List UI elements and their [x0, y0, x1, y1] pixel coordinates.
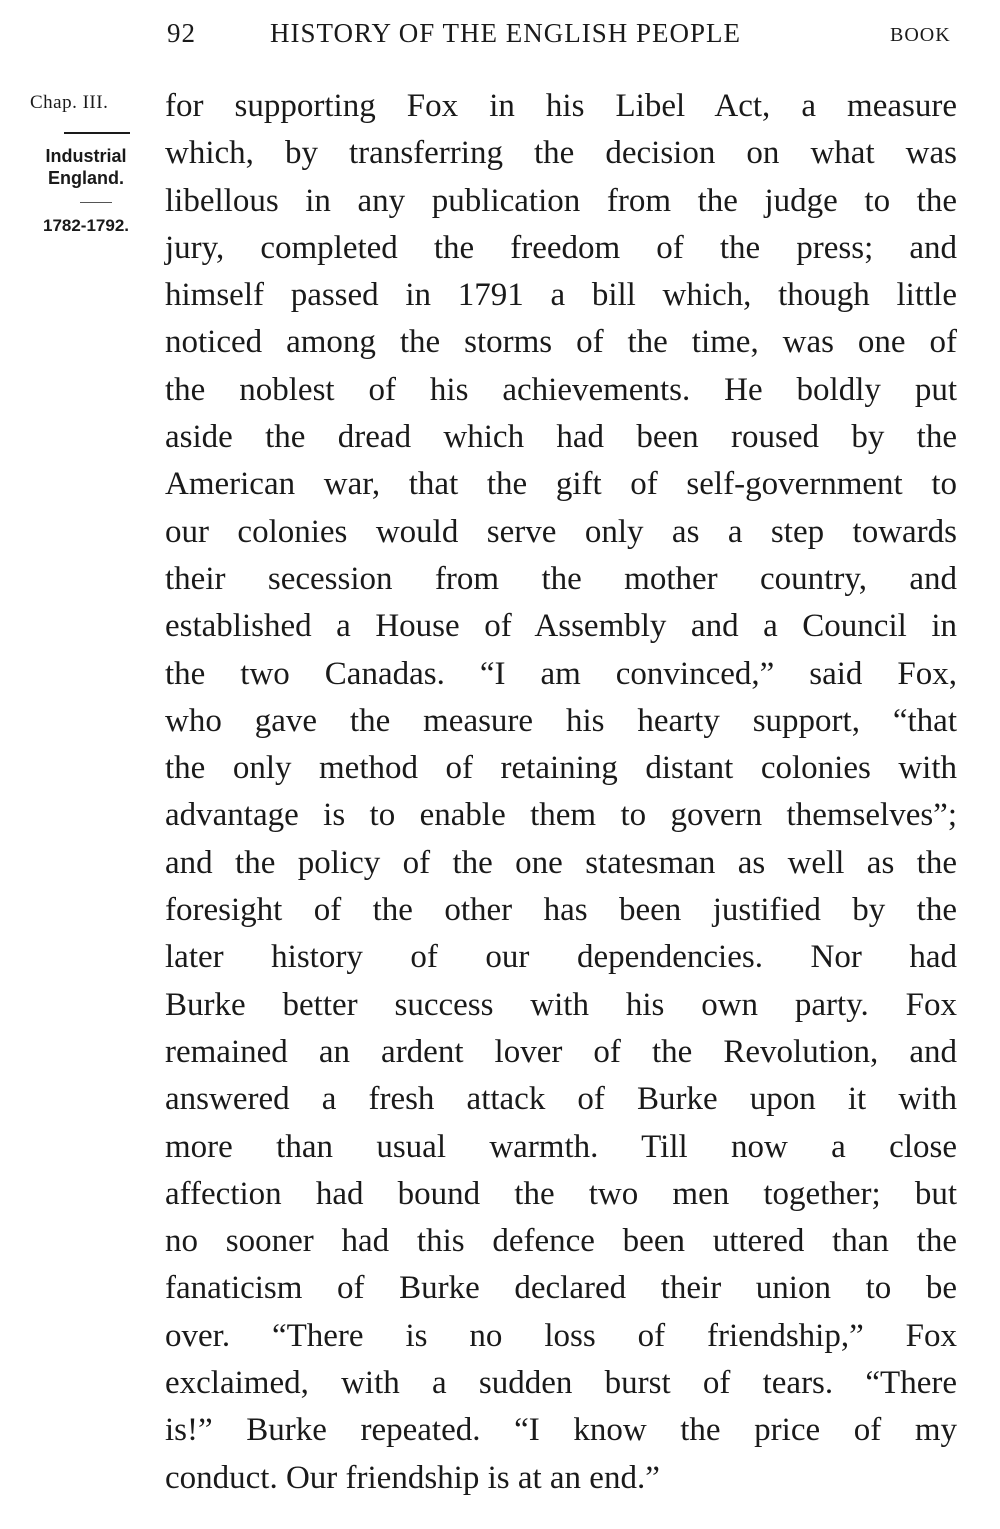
text-line: conduct. Our friendship is at an end.”: [165, 1459, 660, 1496]
text-line: affection had bound the two men together; but: [165, 1175, 957, 1212]
text-line: noticed among the storms of the time, was one of: [165, 324, 957, 361]
text-line: for supporting Fox in his Libel Act, a measure: [165, 88, 957, 124]
text-line: libellous in any publication from the judge to the: [165, 182, 957, 219]
margin-topic-line: England.: [48, 168, 124, 188]
text-line: foresight of the other has been justified by the: [165, 892, 957, 929]
margin-divider: [80, 202, 112, 203]
text-line: the noblest of his achievements. He boldly put: [165, 371, 957, 408]
text-line: is!” Burke repeated. “I know the price of my: [165, 1412, 957, 1449]
margin-dates: 1782-1792.: [42, 216, 130, 235]
text-line: exclaimed, with a sudden burst of tears. “There: [165, 1365, 957, 1402]
running-head-book-label: BOOK: [890, 24, 951, 46]
running-head: [0, 14, 1000, 54]
text-line: who gave the measure his hearty support, “that: [165, 702, 957, 739]
body-text: [165, 83, 957, 1502]
text-line: no sooner had this defence been uttered than the: [165, 1223, 957, 1260]
margin-topic: [22, 145, 150, 189]
text-line: himself passed in 1791 a bill which, though little: [165, 277, 957, 314]
text-line: remained an ardent lover of the Revolution, and: [165, 1033, 957, 1070]
text-line: over. “There is no loss of friendship,” Fox: [165, 1317, 957, 1354]
text-line: the only method of retaining distant colonies with: [165, 750, 957, 787]
page-number: 92: [167, 18, 196, 48]
text-line: the two Canadas. “I am convinced,” said Fox,: [165, 655, 957, 692]
margin-topic-line: Industrial: [45, 146, 127, 166]
margin-rule: [64, 132, 130, 134]
text-line: established a House of Assembly and a Council in: [165, 608, 957, 645]
text-line: more than usual warmth. Till now a close: [165, 1128, 957, 1165]
text-line: American war, that the gift of self-government to: [165, 466, 957, 503]
text-line: which, by transferring the decision on what was: [165, 135, 957, 172]
text-line: jury, completed the freedom of the press; and: [165, 229, 957, 266]
chapter-label: Chap. III.: [30, 92, 109, 113]
text-line: and the policy of the one statesman as well as the: [165, 844, 957, 881]
text-line: fanaticism of Burke declared their union to be: [165, 1270, 957, 1307]
text-line: aside the dread which had been roused by the: [165, 419, 957, 456]
text-line: our colonies would serve only as a step towards: [165, 513, 957, 550]
running-title: HISTORY OF THE ENGLISH PEOPLE: [270, 18, 742, 48]
text-line: Burke better success with his own party. Fox: [165, 986, 957, 1023]
text-line: advantage is to enable them to govern themselves”;: [165, 797, 957, 834]
text-line: later history of our dependencies. Nor had: [165, 939, 957, 976]
text-line: answered a fresh attack of Burke upon it with: [165, 1081, 957, 1118]
text-line: their secession from the mother country, and: [165, 560, 957, 597]
